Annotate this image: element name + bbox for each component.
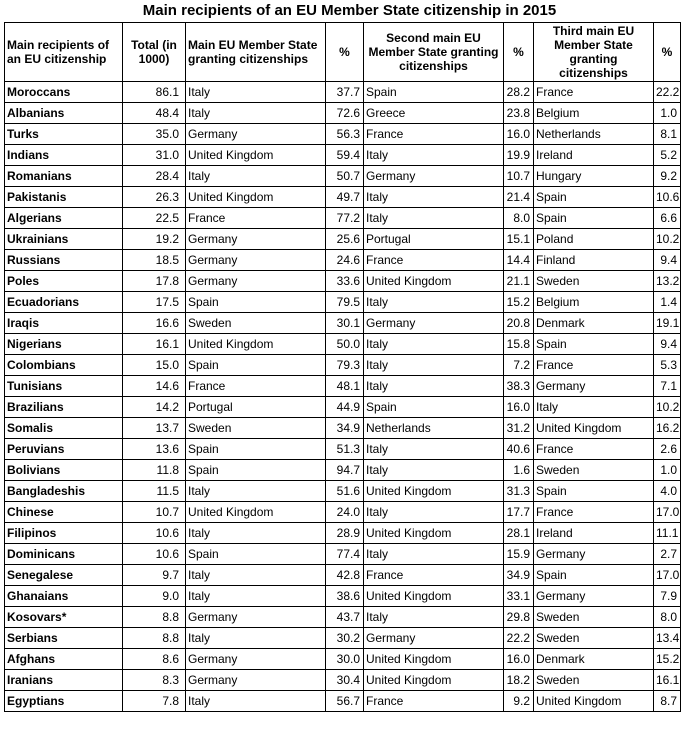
cell-total: 11.5: [123, 481, 186, 502]
cell-first-state: Sweden: [186, 313, 326, 334]
cell-recipient: Turks: [5, 124, 123, 145]
cell-first-pct: 50.0: [326, 334, 364, 355]
cell-third-pct: 16.1: [654, 670, 681, 691]
table-row: [5, 586, 681, 607]
cell-first-state: United Kingdom: [186, 502, 326, 523]
cell-first-pct: 30.4: [326, 670, 364, 691]
table-row: [5, 418, 681, 439]
cell-second-state: Portugal: [364, 229, 504, 250]
cell-total: 17.8: [123, 271, 186, 292]
cell-first-state: Italy: [186, 166, 326, 187]
table-row: [5, 187, 681, 208]
cell-first-state: United Kingdom: [186, 334, 326, 355]
cell-first-state: United Kingdom: [186, 145, 326, 166]
cell-second-state: Italy: [364, 439, 504, 460]
cell-recipient: Afghans: [5, 649, 123, 670]
cell-third-state: Spain: [534, 481, 654, 502]
cell-total: 8.8: [123, 628, 186, 649]
cell-third-state: Denmark: [534, 313, 654, 334]
cell-first-pct: 56.7: [326, 691, 364, 712]
cell-second-state: Greece: [364, 103, 504, 124]
cell-recipient: Egyptians: [5, 691, 123, 712]
cell-total: 28.4: [123, 166, 186, 187]
table-row: [5, 208, 681, 229]
cell-third-state: Denmark: [534, 649, 654, 670]
cell-third-state: Ireland: [534, 145, 654, 166]
cell-first-state: Italy: [186, 565, 326, 586]
table-row: [5, 313, 681, 334]
header-pct-third: %: [654, 23, 681, 82]
cell-first-state: Spain: [186, 355, 326, 376]
cell-total: 10.7: [123, 502, 186, 523]
cell-recipient: Albanians: [5, 103, 123, 124]
cell-second-state: United Kingdom: [364, 670, 504, 691]
cell-third-pct: 15.2: [654, 649, 681, 670]
cell-first-pct: 72.6: [326, 103, 364, 124]
cell-third-state: United Kingdom: [534, 691, 654, 712]
cell-third-state: France: [534, 82, 654, 103]
cell-third-pct: 5.3: [654, 355, 681, 376]
cell-second-state: Italy: [364, 208, 504, 229]
table-row: [5, 670, 681, 691]
table-row: [5, 292, 681, 313]
cell-third-state: Belgium: [534, 292, 654, 313]
cell-total: 15.0: [123, 355, 186, 376]
cell-total: 7.8: [123, 691, 186, 712]
table-row: [5, 103, 681, 124]
cell-recipient: Ghanaians: [5, 586, 123, 607]
cell-total: 9.7: [123, 565, 186, 586]
cell-third-pct: 4.0: [654, 481, 681, 502]
cell-first-pct: 25.6: [326, 229, 364, 250]
cell-first-state: Italy: [186, 523, 326, 544]
cell-third-pct: 2.7: [654, 544, 681, 565]
cell-first-pct: 77.2: [326, 208, 364, 229]
cell-second-pct: 33.1: [504, 586, 534, 607]
cell-second-pct: 1.6: [504, 460, 534, 481]
cell-first-state: Spain: [186, 439, 326, 460]
cell-third-pct: 11.1: [654, 523, 681, 544]
cell-first-state: France: [186, 208, 326, 229]
cell-recipient: Somalis: [5, 418, 123, 439]
cell-second-pct: 21.1: [504, 271, 534, 292]
cell-recipient: Algerians: [5, 208, 123, 229]
cell-third-state: France: [534, 502, 654, 523]
header-second-state: Second main EU Member State granting citizenships: [364, 23, 504, 82]
cell-third-pct: 19.1: [654, 313, 681, 334]
cell-second-pct: 7.2: [504, 355, 534, 376]
cell-second-pct: 23.8: [504, 103, 534, 124]
cell-third-state: Germany: [534, 586, 654, 607]
cell-second-state: United Kingdom: [364, 649, 504, 670]
cell-first-state: Germany: [186, 649, 326, 670]
cell-first-state: United Kingdom: [186, 187, 326, 208]
cell-second-pct: 16.0: [504, 124, 534, 145]
cell-second-pct: 22.2: [504, 628, 534, 649]
cell-third-pct: 5.2: [654, 145, 681, 166]
cell-second-state: United Kingdom: [364, 586, 504, 607]
cell-third-pct: 8.7: [654, 691, 681, 712]
table-title: Main recipients of an EU Member State citizenship in 2015: [142, 2, 557, 19]
cell-first-pct: 48.1: [326, 376, 364, 397]
cell-first-pct: 44.9: [326, 397, 364, 418]
cell-second-pct: 8.0: [504, 208, 534, 229]
cell-recipient: Iraqis: [5, 313, 123, 334]
cell-second-state: Italy: [364, 145, 504, 166]
table-row: [5, 439, 681, 460]
cell-third-pct: 6.6: [654, 208, 681, 229]
cell-third-pct: 10.2: [654, 229, 681, 250]
cell-third-pct: 7.9: [654, 586, 681, 607]
table-row: [5, 229, 681, 250]
cell-first-pct: 30.0: [326, 649, 364, 670]
cell-second-pct: 31.3: [504, 481, 534, 502]
table-row: [5, 82, 681, 103]
cell-third-pct: 1.0: [654, 460, 681, 481]
cell-first-pct: 56.3: [326, 124, 364, 145]
cell-first-state: Germany: [186, 271, 326, 292]
cell-first-pct: 79.5: [326, 292, 364, 313]
cell-second-pct: 29.8: [504, 607, 534, 628]
cell-first-pct: 38.6: [326, 586, 364, 607]
cell-second-state: Germany: [364, 166, 504, 187]
cell-first-state: France: [186, 376, 326, 397]
cell-first-state: Spain: [186, 544, 326, 565]
cell-first-state: Spain: [186, 460, 326, 481]
header-recipients: Main recipients of an EU citizenship: [5, 23, 123, 82]
cell-third-pct: 17.0: [654, 502, 681, 523]
table-row: [5, 565, 681, 586]
cell-third-pct: 1.4: [654, 292, 681, 313]
cell-third-pct: 10.6: [654, 187, 681, 208]
cell-third-pct: 22.2: [654, 82, 681, 103]
cell-second-pct: 18.2: [504, 670, 534, 691]
table-row: [5, 397, 681, 418]
cell-first-pct: 24.0: [326, 502, 364, 523]
cell-second-pct: 19.9: [504, 145, 534, 166]
cell-first-state: Italy: [186, 103, 326, 124]
cell-third-pct: 9.2: [654, 166, 681, 187]
cell-third-state: Sweden: [534, 607, 654, 628]
cell-recipient: Nigerians: [5, 334, 123, 355]
cell-recipient: Moroccans: [5, 82, 123, 103]
cell-recipient: Romanians: [5, 166, 123, 187]
cell-third-pct: 8.0: [654, 607, 681, 628]
cell-second-state: Italy: [364, 376, 504, 397]
cell-first-state: Sweden: [186, 418, 326, 439]
cell-second-pct: 15.1: [504, 229, 534, 250]
cell-third-pct: 13.4: [654, 628, 681, 649]
cell-second-state: Netherlands: [364, 418, 504, 439]
cell-second-state: United Kingdom: [364, 481, 504, 502]
cell-total: 17.5: [123, 292, 186, 313]
cell-total: 86.1: [123, 82, 186, 103]
cell-second-pct: 16.0: [504, 649, 534, 670]
cell-second-pct: 10.7: [504, 166, 534, 187]
cell-first-pct: 51.6: [326, 481, 364, 502]
table-row: [5, 460, 681, 481]
cell-second-pct: 15.8: [504, 334, 534, 355]
cell-third-state: Sweden: [534, 628, 654, 649]
table-body: [5, 82, 681, 712]
cell-third-state: Sweden: [534, 460, 654, 481]
cell-recipient: Chinese: [5, 502, 123, 523]
cell-third-state: Belgium: [534, 103, 654, 124]
cell-first-state: Italy: [186, 82, 326, 103]
cell-total: 14.6: [123, 376, 186, 397]
cell-first-state: Portugal: [186, 397, 326, 418]
cell-total: 16.1: [123, 334, 186, 355]
cell-third-pct: 9.4: [654, 250, 681, 271]
header-row: [5, 23, 681, 82]
cell-first-pct: 37.7: [326, 82, 364, 103]
cell-third-state: Ireland: [534, 523, 654, 544]
cell-third-state: Spain: [534, 334, 654, 355]
cell-third-pct: 17.0: [654, 565, 681, 586]
cell-first-pct: 77.4: [326, 544, 364, 565]
cell-total: 13.6: [123, 439, 186, 460]
cell-first-pct: 49.7: [326, 187, 364, 208]
cell-recipient: Kosovars*: [5, 607, 123, 628]
cell-second-pct: 28.2: [504, 82, 534, 103]
cell-third-state: Sweden: [534, 271, 654, 292]
cell-total: 18.5: [123, 250, 186, 271]
cell-total: 14.2: [123, 397, 186, 418]
header-total: Total (in 1000): [123, 23, 186, 82]
cell-first-state: Spain: [186, 292, 326, 313]
cell-third-pct: 2.6: [654, 439, 681, 460]
cell-first-state: Germany: [186, 607, 326, 628]
cell-second-state: France: [364, 124, 504, 145]
cell-second-pct: 15.2: [504, 292, 534, 313]
table-row: [5, 628, 681, 649]
cell-third-pct: 13.2: [654, 271, 681, 292]
cell-first-pct: 42.8: [326, 565, 364, 586]
cell-second-state: France: [364, 691, 504, 712]
cell-second-pct: 21.4: [504, 187, 534, 208]
cell-first-pct: 51.3: [326, 439, 364, 460]
cell-third-pct: 1.0: [654, 103, 681, 124]
cell-recipient: Brazilians: [5, 397, 123, 418]
cell-second-pct: 16.0: [504, 397, 534, 418]
cell-first-state: Germany: [186, 250, 326, 271]
cell-second-pct: 14.4: [504, 250, 534, 271]
cell-first-pct: 94.7: [326, 460, 364, 481]
cell-second-state: Italy: [364, 292, 504, 313]
cell-recipient: Dominicans: [5, 544, 123, 565]
cell-second-state: Spain: [364, 82, 504, 103]
cell-second-pct: 34.9: [504, 565, 534, 586]
cell-third-state: France: [534, 355, 654, 376]
cell-third-state: Netherlands: [534, 124, 654, 145]
table-row: [5, 124, 681, 145]
table-row: [5, 523, 681, 544]
cell-third-state: Italy: [534, 397, 654, 418]
cell-first-pct: 34.9: [326, 418, 364, 439]
cell-third-state: Finland: [534, 250, 654, 271]
table-row: [5, 334, 681, 355]
cell-third-state: Germany: [534, 544, 654, 565]
cell-second-state: Italy: [364, 334, 504, 355]
cell-total: 35.0: [123, 124, 186, 145]
cell-recipient: Indians: [5, 145, 123, 166]
cell-total: 48.4: [123, 103, 186, 124]
cell-recipient: Senegalese: [5, 565, 123, 586]
cell-first-pct: 24.6: [326, 250, 364, 271]
cell-first-pct: 79.3: [326, 355, 364, 376]
cell-first-pct: 33.6: [326, 271, 364, 292]
cell-second-pct: 38.3: [504, 376, 534, 397]
cell-total: 13.7: [123, 418, 186, 439]
table-row: [5, 271, 681, 292]
cell-first-state: Italy: [186, 586, 326, 607]
cell-total: 31.0: [123, 145, 186, 166]
cell-second-state: United Kingdom: [364, 523, 504, 544]
cell-recipient: Ukrainians: [5, 229, 123, 250]
cell-second-state: Italy: [364, 187, 504, 208]
cell-first-pct: 30.1: [326, 313, 364, 334]
cell-total: 9.0: [123, 586, 186, 607]
cell-recipient: Poles: [5, 271, 123, 292]
cell-total: 10.6: [123, 544, 186, 565]
cell-second-pct: 31.2: [504, 418, 534, 439]
cell-recipient: Ecuadorians: [5, 292, 123, 313]
cell-total: 19.2: [123, 229, 186, 250]
cell-second-state: Germany: [364, 313, 504, 334]
cell-recipient: Bangladeshis: [5, 481, 123, 502]
cell-recipient: Serbians: [5, 628, 123, 649]
cell-first-pct: 50.7: [326, 166, 364, 187]
cell-recipient: Peruvians: [5, 439, 123, 460]
table-row: [5, 376, 681, 397]
header-third-state: Third main EU Member State granting citizenships: [534, 23, 654, 82]
cell-third-pct: 16.2: [654, 418, 681, 439]
cell-recipient: Colombians: [5, 355, 123, 376]
table-row: [5, 166, 681, 187]
cell-second-pct: 9.2: [504, 691, 534, 712]
table-row: [5, 502, 681, 523]
cell-third-state: France: [534, 439, 654, 460]
cell-second-state: Italy: [364, 460, 504, 481]
cell-third-state: Germany: [534, 376, 654, 397]
table-row: [5, 691, 681, 712]
cell-second-pct: 17.7: [504, 502, 534, 523]
cell-third-state: Spain: [534, 565, 654, 586]
cell-third-pct: 9.4: [654, 334, 681, 355]
cell-first-state: Italy: [186, 628, 326, 649]
header-pct-second: %: [504, 23, 534, 82]
cell-recipient: Iranians: [5, 670, 123, 691]
cell-second-state: France: [364, 250, 504, 271]
cell-recipient: Pakistanis: [5, 187, 123, 208]
table-row: [5, 355, 681, 376]
cell-recipient: Tunisians: [5, 376, 123, 397]
cell-third-state: Sweden: [534, 670, 654, 691]
cell-first-pct: 43.7: [326, 607, 364, 628]
cell-total: 26.3: [123, 187, 186, 208]
cell-total: 22.5: [123, 208, 186, 229]
cell-second-state: Spain: [364, 397, 504, 418]
cell-recipient: Russians: [5, 250, 123, 271]
cell-second-pct: 15.9: [504, 544, 534, 565]
cell-third-pct: 10.2: [654, 397, 681, 418]
cell-third-pct: 7.1: [654, 376, 681, 397]
cell-third-state: United Kingdom: [534, 418, 654, 439]
table-row: [5, 544, 681, 565]
cell-first-state: Italy: [186, 481, 326, 502]
cell-first-state: Germany: [186, 124, 326, 145]
cell-total: 8.8: [123, 607, 186, 628]
cell-recipient: Filipinos: [5, 523, 123, 544]
cell-second-pct: 40.6: [504, 439, 534, 460]
table-row: [5, 481, 681, 502]
table-row: [5, 145, 681, 166]
cell-first-state: Italy: [186, 691, 326, 712]
header-first-state: Main EU Member State granting citizenships: [186, 23, 326, 82]
cell-first-pct: 59.4: [326, 145, 364, 166]
table-row: [5, 607, 681, 628]
citizenship-table: [4, 22, 681, 712]
cell-second-pct: 28.1: [504, 523, 534, 544]
cell-first-pct: 30.2: [326, 628, 364, 649]
cell-third-pct: 8.1: [654, 124, 681, 145]
cell-second-state: Italy: [364, 355, 504, 376]
cell-second-state: United Kingdom: [364, 271, 504, 292]
cell-total: 8.6: [123, 649, 186, 670]
cell-second-state: Italy: [364, 502, 504, 523]
cell-total: 16.6: [123, 313, 186, 334]
cell-first-state: Germany: [186, 229, 326, 250]
cell-first-pct: 28.9: [326, 523, 364, 544]
cell-second-state: Germany: [364, 628, 504, 649]
cell-second-state: Italy: [364, 607, 504, 628]
table-row: [5, 649, 681, 670]
cell-second-pct: 20.8: [504, 313, 534, 334]
cell-second-state: France: [364, 565, 504, 586]
cell-third-state: Spain: [534, 208, 654, 229]
cell-total: 11.8: [123, 460, 186, 481]
cell-second-state: Italy: [364, 544, 504, 565]
cell-first-state: Germany: [186, 670, 326, 691]
cell-total: 10.6: [123, 523, 186, 544]
cell-third-state: Hungary: [534, 166, 654, 187]
cell-recipient: Bolivians: [5, 460, 123, 481]
cell-third-state: Poland: [534, 229, 654, 250]
cell-third-state: Spain: [534, 187, 654, 208]
header-pct-first: %: [326, 23, 364, 82]
table-row: [5, 250, 681, 271]
cell-total: 8.3: [123, 670, 186, 691]
